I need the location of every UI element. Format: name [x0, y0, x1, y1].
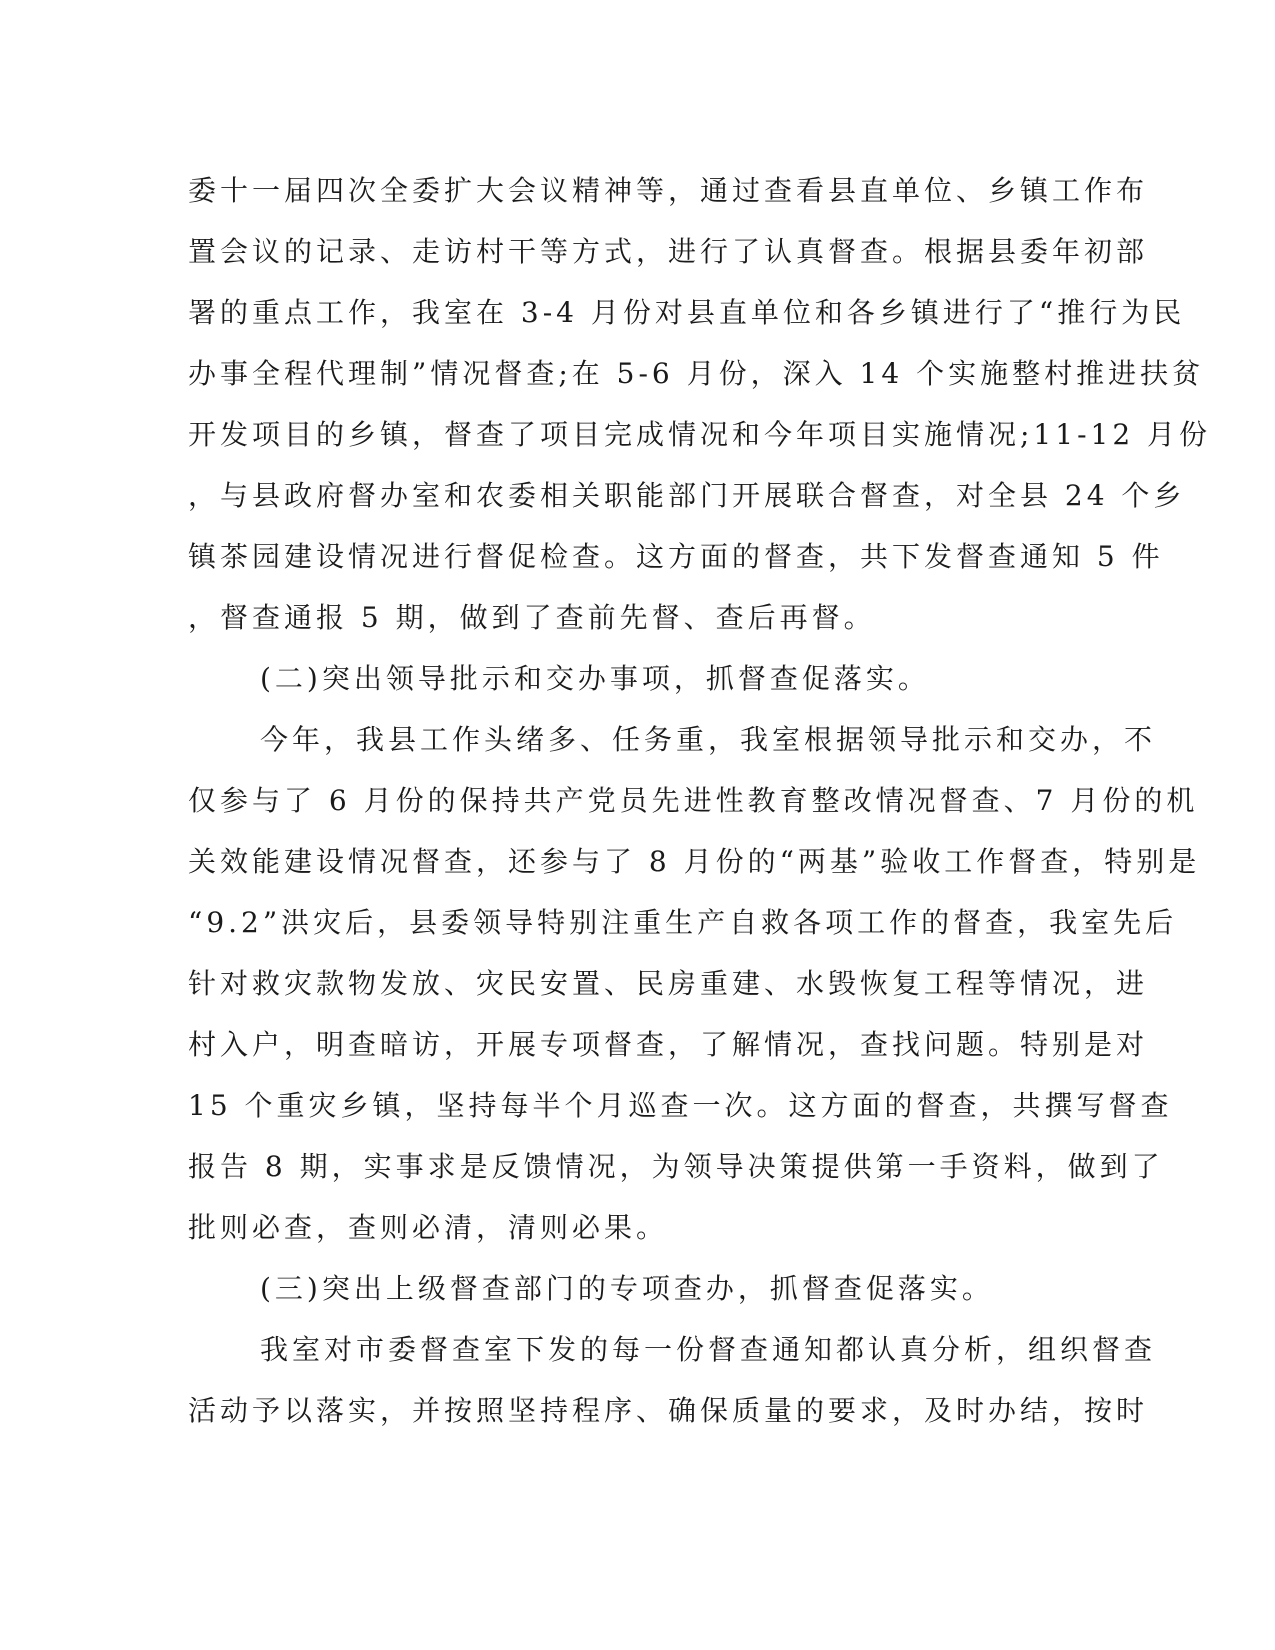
text-line: 批则必查，查则必清，清则必果。	[188, 1211, 669, 1244]
text-line: 今年，我县工作头绪多、任务重，我室根据领导批示和交办，不	[260, 723, 1157, 756]
text-line: 置会议的记录、走访村干等方式，进行了认真督查。根据县委年初部	[188, 235, 1149, 268]
text-line: 仅参与了 6 月份的保持共产党员先进性教育整改情况督查、7 月份的机	[188, 784, 1199, 817]
section-heading-3: (三)突出上级督查部门的专项查办，抓督查促落实。	[260, 1272, 994, 1305]
text-line: 报告 8 期，实事求是反馈情况，为领导决策提供第一手资料，做到了	[188, 1150, 1164, 1183]
text-line: 我室对市委督查室下发的每一份督查通知都认真分析，组织督查	[260, 1333, 1157, 1366]
text-line: 开发项目的乡镇，督查了项目完成情况和今年项目实施情况;11-12 月份	[188, 418, 1212, 451]
text-line: “9.2”洪灾后，县委领导特别注重生产自救各项工作的督查，我室先后	[188, 906, 1178, 939]
section-heading-2: (二)突出领导批示和交办事项，抓督查促落实。	[260, 662, 930, 695]
text-line: 镇茶园建设情况进行督促检查。这方面的督查，共下发督查通知 5 件	[188, 540, 1164, 573]
text-line: 针对救灾款物发放、灾民安置、民房重建、水毁恢复工程等情况，进	[188, 967, 1149, 1000]
text-line: 活动予以落实，并按照坚持程序、确保质量的要求，及时办结，按时	[188, 1394, 1149, 1427]
text-line: 办事全程代理制”情况督查;在 5-6 月份，深入 14 个实施整村推进扶贫	[188, 357, 1205, 390]
text-line: 委十一届四次全委扩大会议精神等，通过查看县直单位、乡镇工作布	[188, 174, 1149, 207]
text-line: 村入户，明查暗访，开展专项督查，了解情况，查找问题。特别是对	[188, 1028, 1149, 1061]
document-body	[188, 160, 1212, 1441]
text-line: ，与县政府督办室和农委相关职能部门开展联合督查，对全县 24 个乡	[188, 479, 1186, 512]
text-line: 关效能建设情况督查，还参与了 8 月份的“两基”验收工作督查，特别是	[188, 845, 1201, 878]
text-line: 15 个重灾乡镇，坚持每半个月巡查一次。这方面的督查，共撰写督查	[188, 1089, 1173, 1122]
text-line: ，督查通报 5 期，做到了查前先督、查后再督。	[188, 601, 876, 634]
text-line: 署的重点工作，我室在 3-4 月份对县直单位和各乡镇进行了“推行为民	[188, 296, 1186, 329]
